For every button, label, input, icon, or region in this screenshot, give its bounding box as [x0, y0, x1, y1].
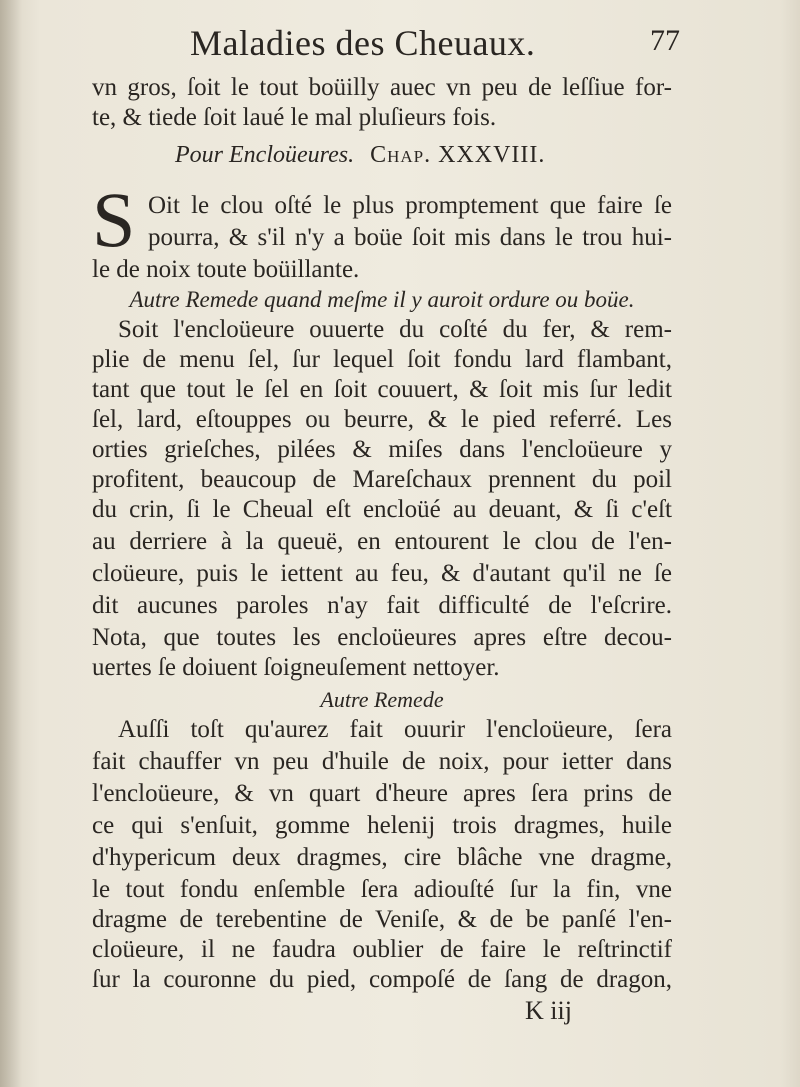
text-line: Auſſi toſt qu'aurez fait ouurir l'encloüeure, ſera [118, 716, 672, 743]
text-line: le tout fondu enſemble ſera adiouſté ſur la fin, vne [92, 876, 672, 903]
text-line: profitent, beaucoup de Mareſchaux prennent du poil [92, 466, 672, 493]
text-line: fait chauffer vn peu d'huile de noix, pour ietter dans [92, 748, 672, 775]
text-line: d'hypericum deux dragmes, cire blâche vne dragme, [92, 844, 672, 871]
text-line: cloüeure, il ne faudra oublier de faire le reſtrinctif [92, 936, 672, 963]
text-line: l'encloüeure, & vn quart d'heure apres ſera prins de [92, 780, 672, 807]
chapter-heading [175, 142, 545, 169]
chapter-number: Chap. XXXVIII. [370, 142, 546, 168]
text-line: ce qui s'enſuit, gomme helenij trois dragmes, huile [92, 812, 672, 839]
text-line: orties grieſches, pilées & miſes dans l'encloüeure y [92, 436, 672, 463]
text-line: au derriere à la queuë, en entourent le clou de l'en- [92, 528, 672, 555]
subheading: Autre Remede [320, 687, 444, 712]
page-number: 77 [650, 24, 680, 57]
text-line: dit aucunes paroles n'ay fait difficulté de l'eſcrire. [92, 592, 672, 619]
page-gutter-shadow [0, 0, 22, 1087]
drop-cap: S [92, 176, 136, 263]
text-line: Oit le clou oſté le plus promptement que faire ſe [148, 192, 672, 219]
text-line: du crin, ſi le Cheual eſt encloüé au deuant, & ſi c'eſt [92, 496, 672, 523]
text-line: plie de menu ſel, ſur lequel ſoit fondu lard flambant, [92, 346, 672, 373]
text-line: tant que tout le ſel en ſoit couuert, & ſoit mis ſur ledit [92, 376, 672, 403]
text-line: ſel, lard, eſtouppes ou beurre, & le pied referré. Les [92, 406, 672, 433]
text-line: le de noix toute boüillante. [92, 256, 360, 283]
running-title: Maladies des Cheuaux. [190, 23, 536, 63]
text-line: cloüeure, puis le iettent au feu, & d'autant qu'il ne ſe [92, 560, 672, 587]
subheading: Autre Remede quand meſme il y auroit ordure ou boüe. [129, 287, 635, 312]
text-line: ſur la couronne du pied, compoſé de ſang de dragon, [92, 966, 672, 993]
text-line: Soit l'encloüeure ouuerte du coſté du fer, & rem- [118, 316, 672, 343]
signature-mark: K iij [525, 996, 572, 1025]
text-line: te, & tiede ſoit laué le mal pluſieurs fois. [92, 104, 497, 131]
text-line: uertes ſe doiuent ſoigneuſement nettoyer. [92, 654, 500, 681]
chapter-title: Pour Encloüeures. [175, 142, 355, 168]
text-line: pourra, & s'il n'y a boüe ſoit mis dans le trou hui- [148, 224, 672, 251]
text-line: dragme de terebentine de Veniſe, & de be panſé l'en- [92, 906, 672, 933]
text-line: Nota, que toutes les encloüeures apres eſtre decou- [92, 624, 672, 651]
page-header [90, 22, 680, 72]
text-line: vn gros, ſoit le tout boüilly auec vn peu de leſſiue for- [92, 74, 672, 101]
